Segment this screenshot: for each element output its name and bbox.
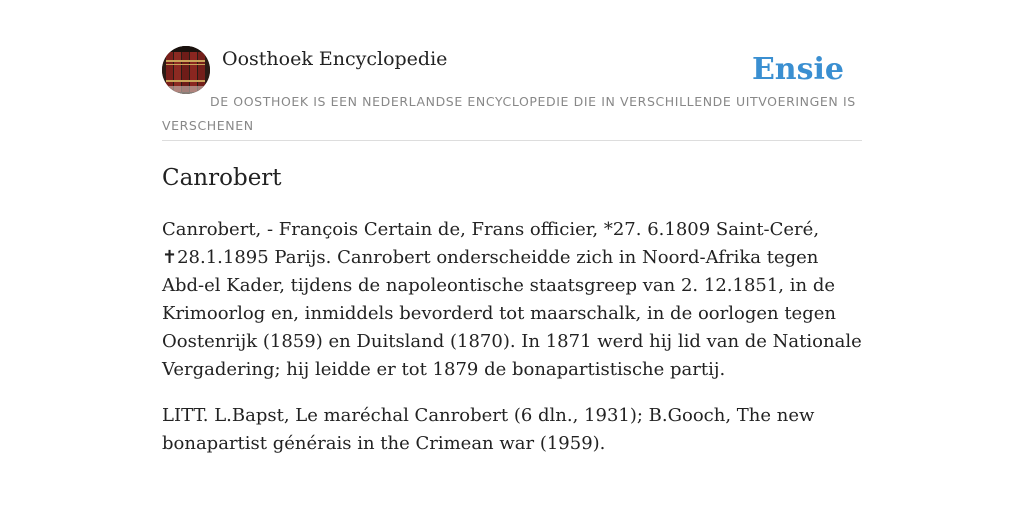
- article: [162, 162, 862, 458]
- brand-logo[interactable]: Ensie: [751, 52, 844, 87]
- avatar[interactable]: [162, 46, 210, 94]
- site-title[interactable]: Oosthoek Encyclopedie: [222, 48, 448, 70]
- article-paragraph: Canrobert, - François Certain de, Frans officier, *27. 6.1809 Saint-Ceré, ✝28.1.1895 Parijs. Canrobert onderscheidde zich in Noord-Afrika tegen Abd-el Kader, tijdens de napoleontische staatsgreep van 2. 12.1851, in de Krimoorlog en, inmiddels bevorderd tot maarschalk, in de oorlogen tegen Oostenrijk (1859) en Duitsland (1870). In 1871 werd hij lid van de Nationale Vergadering; hij leidde er tot 1879 de bonapartistische partij.: [162, 219, 862, 380]
- site-header: [162, 46, 862, 141]
- article-literature: LITT. L.Bapst, Le maréchal Canrobert (6 dln., 1931); B.Gooch, The new bonapartist générais in the Crimean war (1959).: [162, 405, 815, 454]
- book-spines-icon: [162, 46, 210, 94]
- site-subtitle: DE OOSTHOEK IS EEN NEDERLANDSE ENCYCLOPEDIE DIE IN VERSCHILLENDE UITVOERINGEN IS VERSCHENEN: [162, 94, 856, 133]
- page-title: Canrobert: [162, 165, 282, 191]
